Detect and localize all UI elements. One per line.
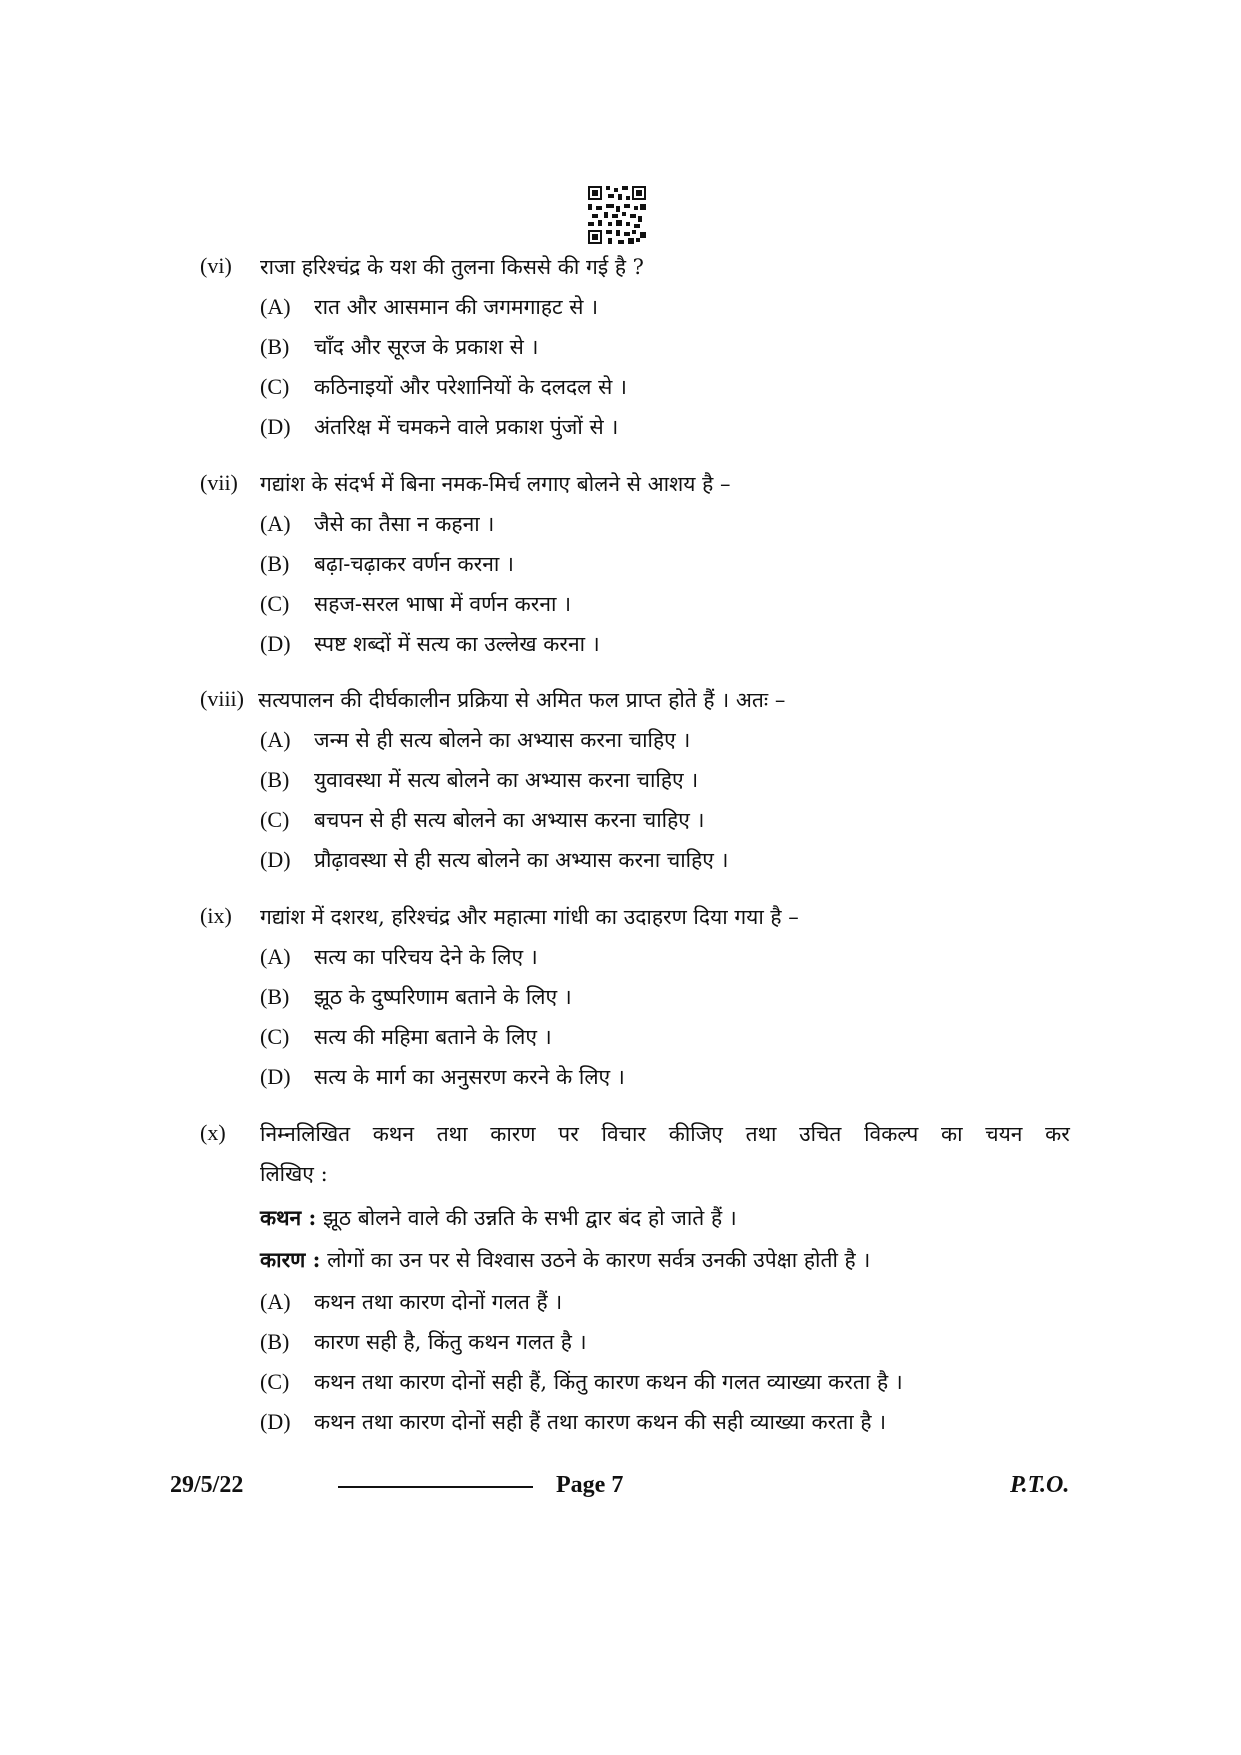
question-text: राजा हरिश्चंद्र के यश की तुलना किससे की गई है ?	[260, 255, 644, 279]
qr-code	[588, 186, 646, 244]
pto-label: P.T.O.	[1010, 1472, 1070, 1498]
option-a: (A) सत्य का परिचय देने के लिए ।	[260, 944, 538, 969]
footer-rule	[338, 1486, 533, 1488]
option-a: (A) कथन तथा कारण दोनों गलत हैं ।	[260, 1289, 563, 1314]
paper-code: 29/5/22	[170, 1472, 244, 1498]
option-c: (C) सहज-सरल भाषा में वर्णन करना ।	[260, 591, 572, 616]
option-b: (B) झूठ के दुष्परिणाम बताने के लिए ।	[260, 984, 572, 1009]
question-text-line1: निम्नलिखित कथन तथा कारण पर विचार कीजिए तथा उचित विकल्प का चयन कर	[260, 1122, 1070, 1146]
question-number: (viii)	[200, 686, 244, 711]
option-b: (B) चाँद और सूरज के प्रकाश से ।	[260, 334, 539, 359]
question-number: (x)	[200, 1120, 226, 1145]
question-text-line2: लिखिए :	[260, 1162, 328, 1186]
question-text: गद्यांश में दशरथ, हरिश्चंद्र और महात्मा गांधी का उदाहरण दिया गया है –	[260, 905, 799, 929]
assertion-label: कथन :	[260, 1205, 317, 1230]
option-c: (C) कथन तथा कारण दोनों सही हैं, किंतु कारण कथन की गलत व्याख्या करता है ।	[260, 1369, 903, 1394]
option-a: (A) रात और आसमान की जगमगाहट से ।	[260, 294, 599, 319]
reason-text: लोगों का उन पर से विश्वास उठने के कारण सर्वत्र उनकी उपेक्षा होती है ।	[327, 1248, 871, 1272]
option-d: (D) सत्य के मार्ग का अनुसरण करने के लिए ।	[260, 1064, 625, 1089]
option-b: (B) युवावस्था में सत्य बोलने का अभ्यास करना चाहिए ।	[260, 767, 699, 792]
option-c: (C) बचपन से ही सत्य बोलने का अभ्यास करना चाहिए ।	[260, 807, 705, 832]
option-c: (C) कठिनाइयों और परेशानियों के दलदल से ।	[260, 374, 627, 399]
option-b: (B) बढ़ा-चढ़ाकर वर्णन करना ।	[260, 551, 514, 576]
option-a: (A) जैसे का तैसा न कहना ।	[260, 511, 495, 536]
assertion	[260, 1204, 737, 1232]
question-number: (ix)	[200, 903, 232, 928]
reason-label: कारण :	[260, 1247, 321, 1272]
option-a: (A) जन्म से ही सत्य बोलने का अभ्यास करना चाहिए ।	[260, 727, 691, 752]
option-d: (D) अंतरिक्ष में चमकने वाले प्रकाश पुंजों से ।	[260, 414, 619, 439]
question-number: (vii)	[200, 470, 238, 495]
page-number: Page 7	[556, 1472, 624, 1498]
option-b: (B) कारण सही है, किंतु कथन गलत है ।	[260, 1329, 587, 1354]
question-text: गद्यांश के संदर्भ में बिना नमक-मिर्च लगाए बोलने से आशय है –	[260, 472, 731, 496]
assertion-text: झूठ बोलने वाले की उन्नति के सभी द्वार बंद हो जाते हैं ।	[322, 1206, 737, 1230]
reason	[260, 1246, 870, 1274]
page-footer	[0, 1472, 1241, 1502]
option-d: (D) प्रौढ़ावस्था से ही सत्य बोलने का अभ्यास करना चाहिए ।	[260, 847, 729, 872]
question-text: सत्यपालन की दीर्घकालीन प्रक्रिया से अमित फल प्राप्त होते हैं । अतः –	[258, 688, 786, 712]
option-d: (D) कथन तथा कारण दोनों सही हैं तथा कारण कथन की सही व्याख्या करता है ।	[260, 1409, 887, 1434]
question-number: (vi)	[200, 253, 232, 278]
option-c: (C) सत्य की महिमा बताने के लिए ।	[260, 1024, 552, 1049]
option-d: (D) स्पष्ट शब्दों में सत्य का उल्लेख करना ।	[260, 631, 600, 656]
